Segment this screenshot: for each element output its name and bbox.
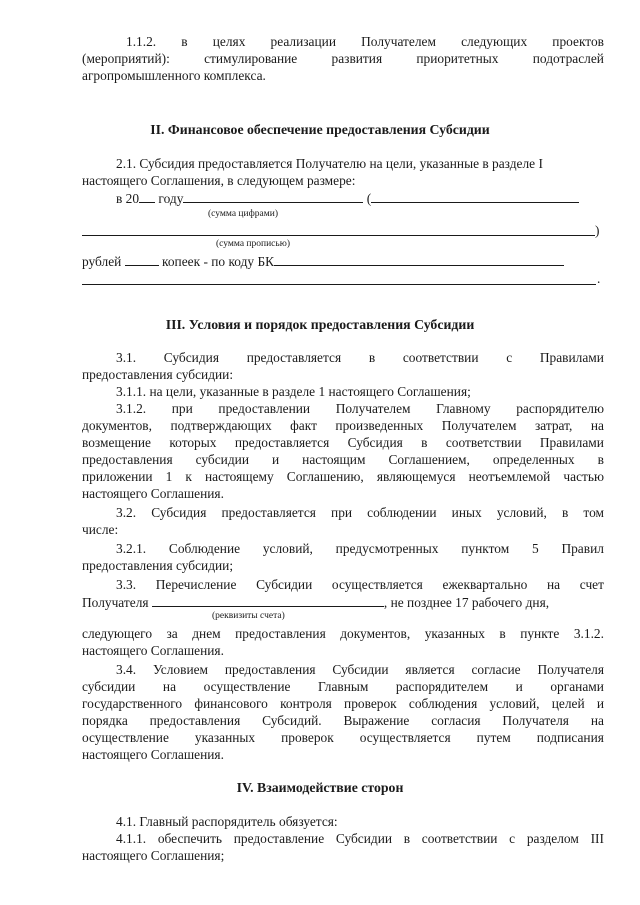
word: документов, xyxy=(340,626,411,641)
word: Соглашению, xyxy=(286,469,364,484)
word: подотраслей xyxy=(532,51,604,66)
clause-3-3-line-1 xyxy=(116,577,604,593)
word: согласие xyxy=(471,662,521,677)
year-amount-line xyxy=(116,190,579,207)
word: Правилами xyxy=(539,435,604,450)
year-suffix: году xyxy=(158,191,184,206)
word: предоставления xyxy=(235,626,326,641)
word: с xyxy=(509,831,516,846)
word: распорядителю xyxy=(516,401,604,416)
word: на xyxy=(162,679,177,694)
word: 3.2. xyxy=(116,505,137,520)
word: Субсидии xyxy=(256,577,313,592)
clause-3-1-1: 3.1.1. на цели, указанные в разделе 1 настоящего Соглашения; xyxy=(116,384,471,399)
word: к xyxy=(185,469,192,484)
recipient-label: Получателя xyxy=(82,595,149,610)
word: подписания xyxy=(536,730,604,745)
word: соответствии xyxy=(445,435,522,450)
word: проектов xyxy=(552,34,604,49)
word: 3.1. xyxy=(116,350,137,365)
word: условий, xyxy=(489,696,540,711)
word: реализации xyxy=(270,34,336,49)
word: Получателем xyxy=(335,401,411,416)
word: в xyxy=(368,350,376,365)
word: Правил xyxy=(561,541,604,556)
section-3-heading: III. Условия и порядок предоставления Субсидии xyxy=(165,317,475,332)
word: ежеквартально xyxy=(442,577,528,592)
word: являющемуся xyxy=(376,469,456,484)
word: субсидии xyxy=(82,679,136,694)
word: в xyxy=(421,435,428,450)
word: соблюдении xyxy=(367,505,437,520)
word: Соблюдение xyxy=(168,541,241,556)
amount-words-line xyxy=(82,235,595,236)
word: III xyxy=(590,831,604,846)
rubles-label: рублей xyxy=(82,254,122,269)
clause-3-3-line-2 xyxy=(82,594,549,611)
word: подтверждающих xyxy=(170,418,272,433)
word: 5 xyxy=(531,541,539,556)
clause-3-4-line-3 xyxy=(82,696,604,712)
clause-3-3-line-3 xyxy=(82,626,604,642)
word: предусмотренных xyxy=(335,541,439,556)
word: соответствии xyxy=(421,831,498,846)
word: 4.1.1. xyxy=(116,831,147,846)
word: при xyxy=(171,401,193,416)
word: предоставление xyxy=(233,831,325,846)
word: 3.1.2. xyxy=(573,626,604,641)
word: проверок xyxy=(344,696,397,711)
rubles-kopecks-line xyxy=(82,253,564,270)
word: предоставления xyxy=(224,662,316,677)
word: Получателя xyxy=(537,662,604,677)
word: Получателем xyxy=(361,34,436,49)
word: государственного xyxy=(82,696,183,711)
year-blank xyxy=(139,190,155,203)
bk-code-blank xyxy=(274,253,564,266)
word: следующих xyxy=(461,34,528,49)
word: 3.3. xyxy=(116,577,137,592)
clause-3-1-2-line-2 xyxy=(82,418,604,434)
word: факт xyxy=(290,418,317,433)
word: настоящему xyxy=(204,469,274,484)
word: предоставления xyxy=(149,713,241,728)
word: указанных xyxy=(194,730,256,745)
clause-2-1-line-1: 2.1. Субсидия предоставляется Получателю на цели, указанные в разделе I xyxy=(116,156,543,171)
clause-2-1-line-2: настоящего Соглашения, в следующем размере: xyxy=(82,173,356,188)
clause-3-2-line-1 xyxy=(116,505,604,521)
word: Субсидия xyxy=(151,505,207,520)
word: возмещение xyxy=(82,435,151,450)
amount-words-blank xyxy=(371,190,579,203)
word: в xyxy=(597,452,604,467)
caption-amount-words: (сумма прописью) xyxy=(216,239,290,249)
word: неотъемлемой xyxy=(468,469,551,484)
section-4-heading: IV. Взаимодействие сторон xyxy=(236,780,404,795)
word: на xyxy=(590,418,604,433)
word: том xyxy=(583,505,604,520)
word: произведенных xyxy=(335,418,424,433)
word: порядка xyxy=(82,713,128,728)
word: Перечисление xyxy=(155,577,237,592)
word: Соглашением, xyxy=(388,452,470,467)
word: согласия xyxy=(431,713,481,728)
word: настоящим xyxy=(302,452,366,467)
word: днем xyxy=(192,626,221,641)
clause-3-1-2-line-6: настоящего Соглашения. xyxy=(82,486,224,501)
clause-1-1-2-line-3: агропромышленного комплекса. xyxy=(82,68,266,83)
word: указанных xyxy=(424,626,485,641)
word: 3.1.2. xyxy=(116,401,147,416)
word: соблюдения xyxy=(408,696,478,711)
word: приоритетных xyxy=(416,51,499,66)
word: при xyxy=(331,505,353,520)
clause-3-4-line-5 xyxy=(82,730,604,746)
word: Условием xyxy=(152,662,209,677)
clause-4-1-1-line-2: настоящего Соглашения; xyxy=(82,848,225,863)
account-details-blank xyxy=(152,594,384,607)
word: предоставляется xyxy=(234,435,330,450)
word: соответствии xyxy=(402,350,479,365)
word: предоставляется xyxy=(221,505,316,520)
clause-3-4-line-2 xyxy=(82,679,604,695)
word: Субсидия xyxy=(347,435,403,450)
kopecks-bk-label: копеек - по коду БК xyxy=(162,254,275,269)
close-paren: ) xyxy=(595,223,600,238)
clause-3-1-line-1 xyxy=(116,350,604,366)
clause-3-4-line-1 xyxy=(116,662,604,678)
amount-digits-blank xyxy=(183,190,363,203)
extra-blank-line xyxy=(82,284,596,285)
word: определенных xyxy=(492,452,575,467)
word: частью xyxy=(563,469,604,484)
word: пунктом xyxy=(461,541,510,556)
word: документов, xyxy=(82,418,152,433)
word: развития xyxy=(331,51,383,66)
clause-3-2-line-2: числе: xyxy=(82,522,119,537)
word: 1 xyxy=(165,469,173,484)
word: которых xyxy=(169,435,217,450)
word: 3.4. xyxy=(116,662,137,677)
word: условий, xyxy=(496,505,547,520)
clause-3-1-2-line-4 xyxy=(82,452,604,468)
clause-3-1-2-line-5 xyxy=(82,469,604,485)
word: предоставления xyxy=(82,452,173,467)
word: разделом xyxy=(526,831,579,846)
clause-3-3-line-4: настоящего Соглашения. xyxy=(82,643,224,658)
word: осуществление xyxy=(82,730,169,745)
word: Получателем xyxy=(441,418,517,433)
word: в xyxy=(181,34,188,49)
clause-3-1-line-2: предоставления субсидии: xyxy=(82,367,234,382)
word: стимулирование xyxy=(204,51,298,66)
word: условий, xyxy=(262,541,313,556)
word: осуществляется xyxy=(359,730,451,745)
word: Получателя xyxy=(502,713,569,728)
word: 1.1.2. xyxy=(126,34,157,49)
clause-3-1-2-line-1 xyxy=(116,401,604,417)
word: органами xyxy=(550,679,604,694)
word: Главным xyxy=(318,679,369,694)
word: Главному xyxy=(436,401,491,416)
clause-4-1: 4.1. Главный распорядитель обязуется: xyxy=(116,814,338,829)
word: Правилами xyxy=(539,350,604,365)
word: в xyxy=(561,505,569,520)
word: с xyxy=(506,350,513,365)
word: обеспечить xyxy=(157,831,223,846)
word: путем xyxy=(476,730,511,745)
word: контроля xyxy=(280,696,332,711)
word: приложении xyxy=(82,469,153,484)
section-2-heading: II. Финансовое обеспечение предоставления Субсидии xyxy=(150,122,490,137)
clause-1-1-2-line-2 xyxy=(82,51,604,67)
word: иных xyxy=(451,505,482,520)
word: на xyxy=(590,713,604,728)
period: . xyxy=(597,271,601,286)
deadline-text: , не позднее 17 рабочего дня, xyxy=(383,595,550,610)
word: распорядителем xyxy=(395,679,489,694)
clause-3-1-2-line-3 xyxy=(82,435,604,451)
word: в xyxy=(403,831,411,846)
year-prefix: в 20 xyxy=(116,191,140,206)
word: проверок xyxy=(281,730,334,745)
clause-3-4-line-6: настоящего Соглашения. xyxy=(82,747,224,762)
word: Субсидий. xyxy=(262,713,322,728)
word: Выражение xyxy=(343,713,410,728)
clause-4-1-1-line-1 xyxy=(116,831,604,847)
word: Субсидии xyxy=(335,831,393,846)
word: целей xyxy=(551,696,585,711)
clause-3-2-1-line-2: предоставления субсидии; xyxy=(82,558,234,573)
word: предоставляется xyxy=(246,350,342,365)
clause-1-1-2-line-1 xyxy=(126,34,604,50)
caption-account-details: (реквизиты счета) xyxy=(212,611,285,621)
caption-amount-digits: (сумма цифрами) xyxy=(208,209,278,219)
word: на xyxy=(546,577,561,592)
word: осуществляется xyxy=(331,577,423,592)
word: и xyxy=(515,679,523,694)
open-paren: ( xyxy=(366,191,372,206)
word: предоставлении xyxy=(218,401,311,416)
word: является xyxy=(405,662,455,677)
word: целях xyxy=(212,34,246,49)
word: в xyxy=(499,626,506,641)
word: субсидии xyxy=(195,452,249,467)
word: (мероприятий): xyxy=(82,51,170,66)
word: и xyxy=(596,696,604,711)
word: финансового xyxy=(194,696,268,711)
kopecks-blank xyxy=(125,253,159,266)
word: осуществление xyxy=(203,679,291,694)
word: следующего xyxy=(82,626,153,641)
word: пункте xyxy=(520,626,560,641)
word: Субсидия xyxy=(163,350,219,365)
word: затрат, xyxy=(534,418,573,433)
word: и xyxy=(272,452,280,467)
word: 3.2.1. xyxy=(116,541,147,556)
word: Субсидии xyxy=(332,662,389,677)
clause-3-4-line-4 xyxy=(82,713,604,729)
word: за xyxy=(166,626,178,641)
clause-3-2-1-line-1 xyxy=(116,541,604,557)
word: счет xyxy=(579,577,604,592)
